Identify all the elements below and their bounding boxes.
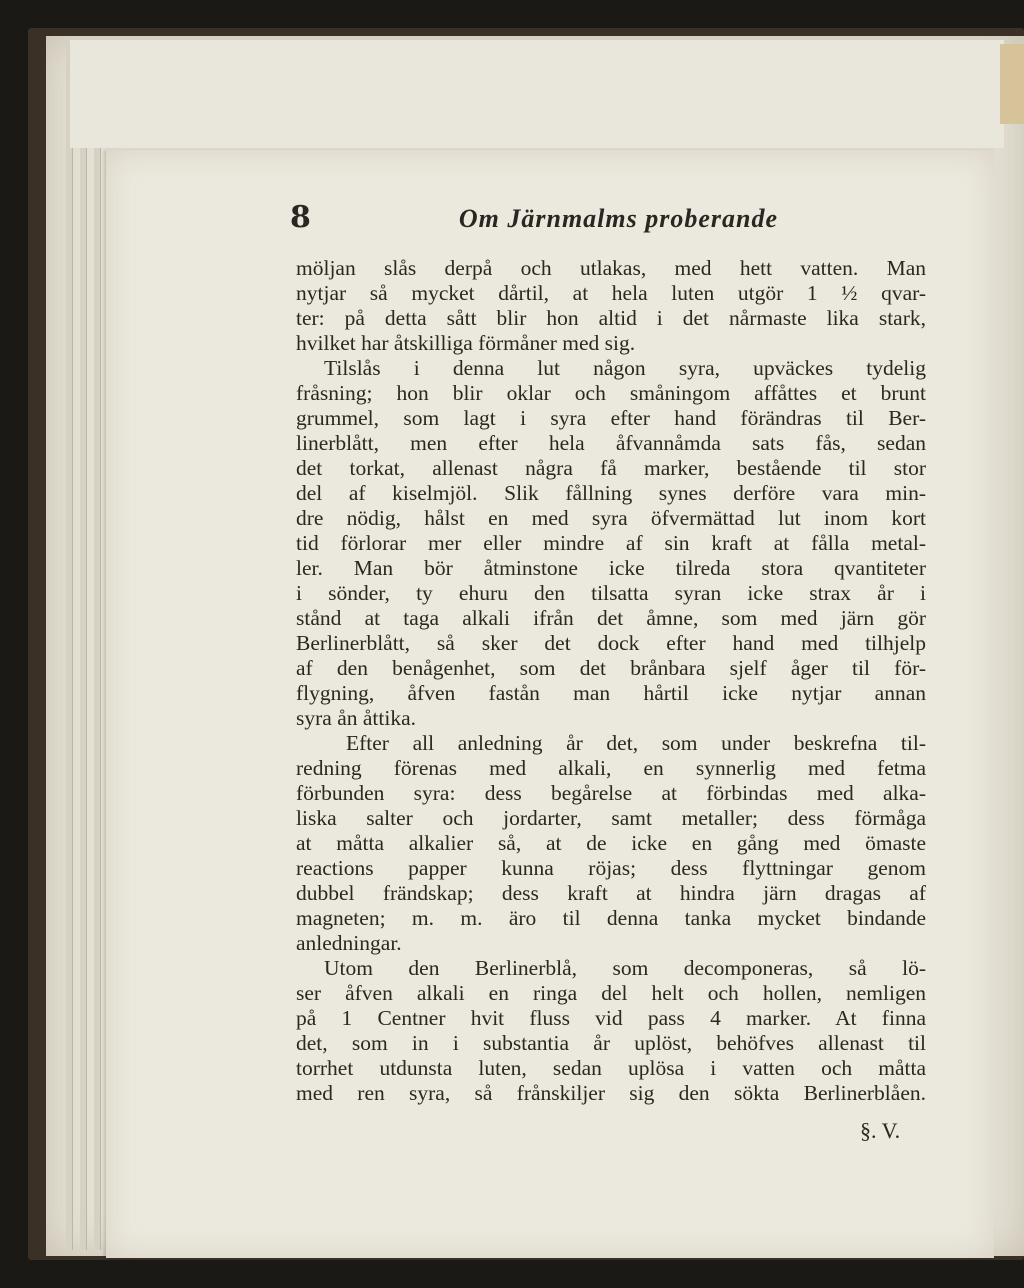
text-line: Tilslås i denna lut någon syra, upväckes tydelig — [324, 356, 926, 380]
text-line: magneten; m. m. äro til denna tanka mycket bindande — [296, 906, 926, 930]
body-text — [296, 256, 926, 1106]
text-line: grummel, som lagt i syra efter hand förändras til Ber- — [296, 406, 926, 430]
text-line: tid förlorar mer eller mindre af sin kraft at fålla metal- — [296, 531, 926, 555]
text-line: redning förenas med alkali, en synnerlig med fetma — [296, 756, 926, 780]
text-line: at måtta alkalier så, at de icke en gång med ömaste — [296, 831, 926, 855]
text-line: stånd at taga alkali ifrån det åmne, som med järn gör — [296, 606, 926, 630]
page-title: Om Järnmalms proberande — [458, 204, 779, 233]
page-edge — [66, 40, 73, 1250]
text-line: hvilket har åtskilliga förmåner med sig. — [296, 331, 636, 355]
text-line: på 1 Centner hvit fluss vid pass 4 marker. At finna — [296, 1006, 926, 1030]
catchword: §. V. — [860, 1118, 901, 1143]
text-line: möljan slås derpå och utlakas, med hett vatten. Man — [296, 256, 926, 280]
text-line: syra ån åttika. — [296, 706, 416, 730]
text-line: dre nödig, hålst en med syra öfvermättad lut inom kort — [296, 506, 926, 530]
text-line: del af kiselmjöl. Slik fållning synes derföre vara min- — [296, 481, 926, 505]
text-line: liska salter och jordarter, samt metaller; dess förmåga — [296, 806, 926, 830]
page-number: 8 — [290, 200, 311, 235]
text-line: torrhet utdunsta luten, sedan uplösa i vatten och måtta — [296, 1056, 926, 1080]
text-line: reactions papper kunna röjas; dess flyttningar genom — [296, 856, 926, 880]
text-line: det torkat, allenast några få marker, bestående til stor — [296, 456, 926, 480]
text-line: ler. Man bör åtminstone icke tilreda stora qvantiteter — [296, 556, 926, 580]
text-line: ser åfven alkali en ringa del helt och hollen, nemligen — [296, 981, 926, 1005]
text-line: förbunden syra: dess begårelse at förbindas med alka- — [296, 781, 926, 805]
running-head — [290, 200, 778, 240]
text-line: anledningar. — [296, 931, 402, 955]
text-line: dubbel frändskap; dess kraft at hindra järn dragas af — [296, 881, 926, 905]
text-line: med ren syra, så frånskiljer sig den sökta Berlinerblåen. — [296, 1081, 926, 1105]
text-line: flygning, åfven fastån man hårtil icke nytjar annan — [296, 681, 926, 705]
text-line: nytjar så mycket dårtil, at hela luten utgör 1 ½ qvar- — [296, 281, 926, 305]
page-edge — [94, 40, 101, 1250]
text-line: ter: på detta sått blir hon altid i det nårmaste lika stark, — [296, 306, 926, 330]
text-line: af den benågenhet, som det brånbara sjelf åger til för- — [296, 656, 926, 680]
text-line: fråsning; hon blir oklar och småningom affåttes et brunt — [296, 381, 926, 405]
text-line: Efter all anledning år det, som under beskrefna til- — [346, 731, 926, 755]
text-line: det, som in i substantia år uplöst, behöfves allenast til — [296, 1031, 926, 1055]
text-line: Utom den Berlinerblå, som decomponeras, så lö- — [324, 956, 926, 980]
text-line: Berlinerblått, så sker det dock efter hand med tilhjelp — [296, 631, 926, 655]
text-line: linerblått, men efter hela åfvannåmda sats fås, sedan — [296, 431, 926, 455]
text-line: i sönder, ty ehuru den tilsatta syran icke strax år i — [296, 581, 926, 605]
back-page-top — [70, 40, 1004, 148]
page-edge — [80, 40, 87, 1250]
page-tab — [1000, 44, 1024, 124]
